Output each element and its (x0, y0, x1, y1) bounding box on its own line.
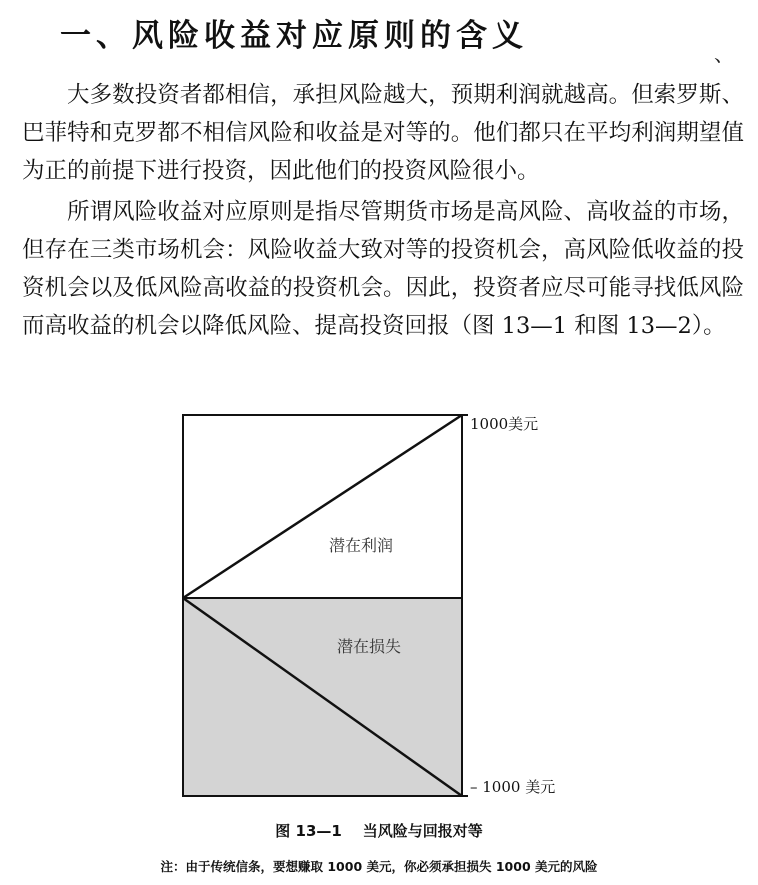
paragraph-2-text: 所谓风险收益对应原则是指尽管期货市场是高风险、高收益的市场，但存在三类市场机会：风险收益大致对等的投资机会，高风险低收益的投资机会以及低风险高收益的投资机会。因此，投资者应尽可能寻找低风险而高收益的机会以降低风险、提高投资回报（图 13—1 和图 13—2）。 (22, 199, 744, 339)
profit-diagonal (183, 415, 462, 598)
section-heading: 一、风险收益对应原则的含义 (60, 18, 528, 54)
loss-region-label: 潜在损失 (337, 637, 402, 656)
paragraph-1-text: 大多数投资者都相信，承担风险越大，预期利润就越高。但索罗斯、巴菲特和克罗都不相信风险和收益是对等的。他们都只在平均利润期望值为正的前提下进行投资，因此他们的投资风险很小。 (22, 82, 744, 184)
top-value-label: 1000美元 (470, 415, 539, 433)
stray-mark: 、 (714, 42, 734, 66)
figure-caption: 图 13—1 当风险与回报对等 (275, 822, 483, 840)
figure-note: 注：由于传统信条，要想赚取 1000 美元，你必须承担损失 1000 美元的风险 (160, 859, 598, 874)
bottom-value-label: – 1000 美元 (470, 778, 556, 796)
profit-region-label: 潜在利润 (329, 536, 394, 555)
